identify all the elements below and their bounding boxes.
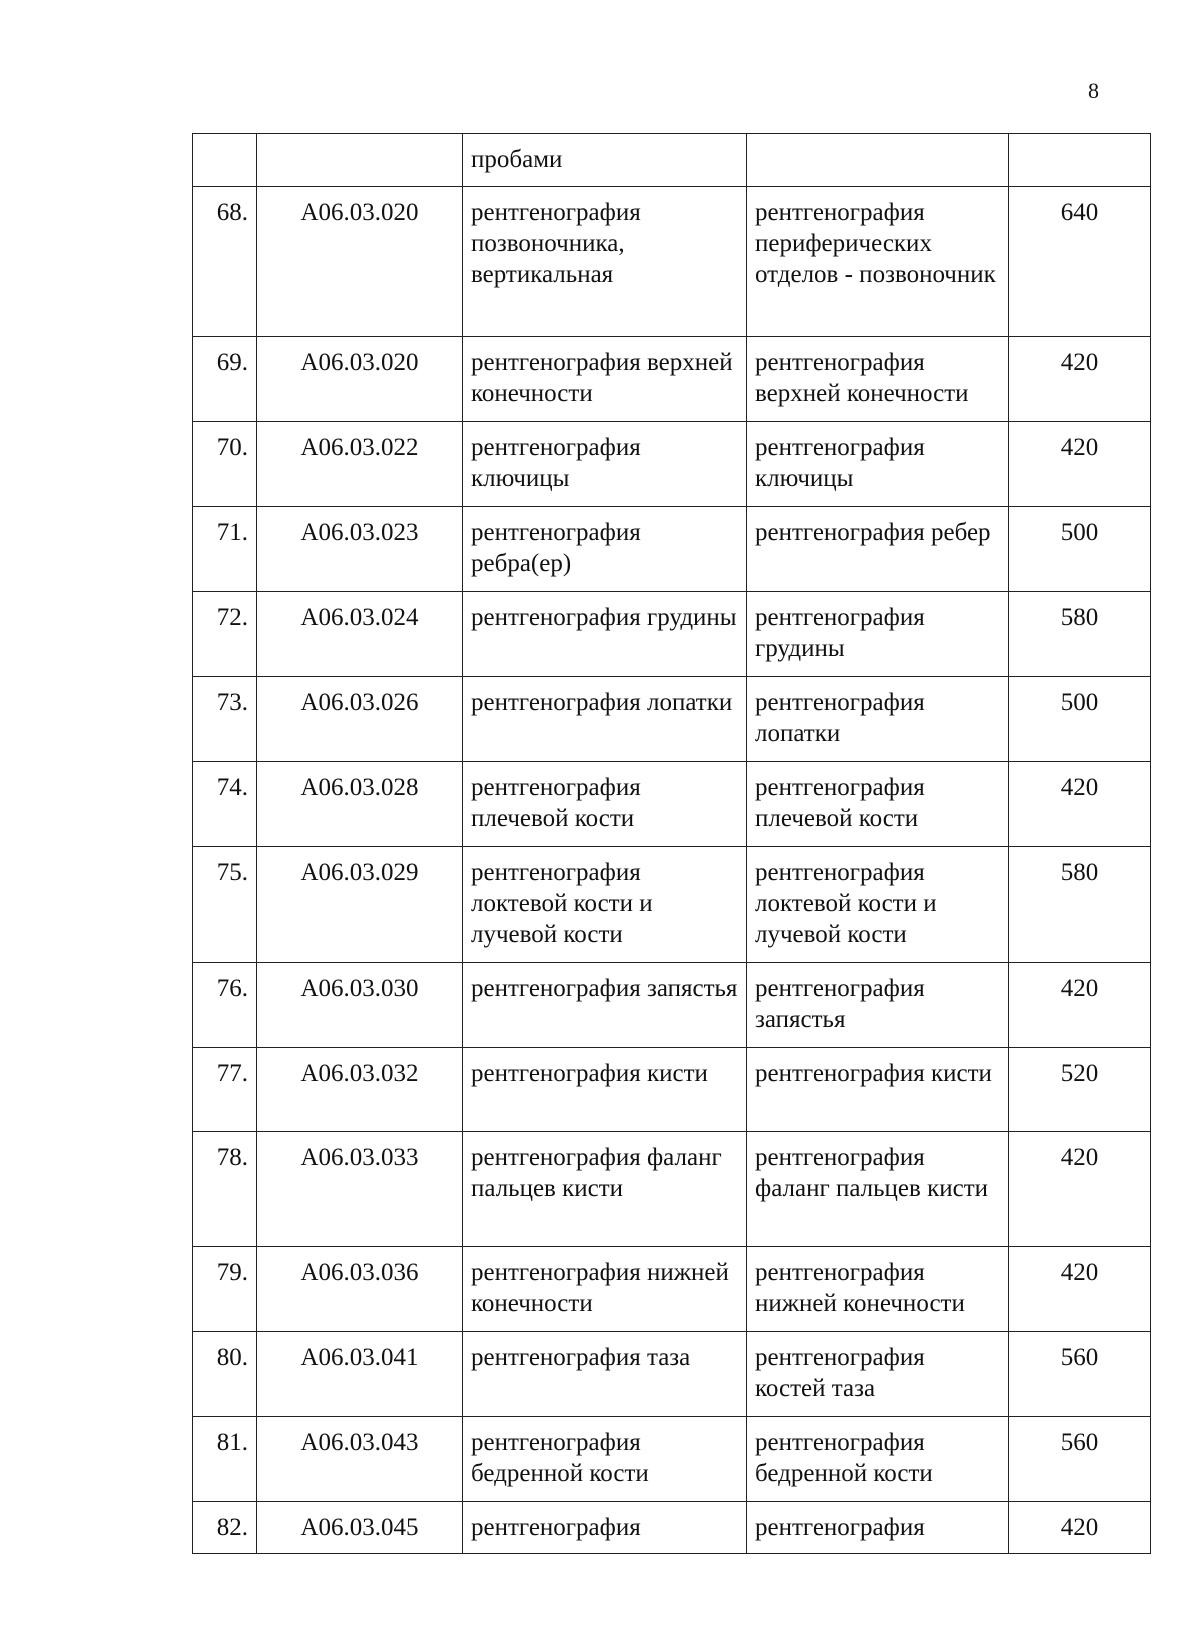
cell-code: А06.03.026 xyxy=(257,677,463,762)
cell-price: 560 xyxy=(1009,1332,1151,1417)
cell-service-name: рентгенография ребра(ер) xyxy=(463,507,747,592)
cell-reference-name: рентгенография ребер xyxy=(747,507,1009,592)
cell-service-name: рентгенография позвоночника, вертикальная xyxy=(463,187,747,337)
cell-code: А06.03.020 xyxy=(257,337,463,422)
cell-price: 520 xyxy=(1009,1048,1151,1132)
cell-number: 76. xyxy=(193,963,257,1048)
cell-price: 420 xyxy=(1009,963,1151,1048)
cell-price: 640 xyxy=(1009,187,1151,337)
cell-price: 500 xyxy=(1009,677,1151,762)
cell-code: А06.03.041 xyxy=(257,1332,463,1417)
cell-price: 420 xyxy=(1009,1247,1151,1332)
cell-number: 80. xyxy=(193,1332,257,1417)
cell-code: А06.03.043 xyxy=(257,1417,463,1502)
cell-number: 68. xyxy=(193,187,257,337)
table-row xyxy=(193,422,1151,507)
cell-code xyxy=(257,134,463,187)
cell-reference-name: рентгенография верхней конечности xyxy=(747,337,1009,422)
cell-service-name: рентгенография лопатки xyxy=(463,677,747,762)
cell-price: 580 xyxy=(1009,592,1151,677)
table-row xyxy=(193,847,1151,963)
cell-reference-name: рентгенография плечевой кости xyxy=(747,762,1009,847)
cell-price: 420 xyxy=(1009,1132,1151,1247)
cell-reference-name: рентгенография бедренной кости xyxy=(747,1417,1009,1502)
cell-code: А06.03.045 xyxy=(257,1502,463,1554)
cell-service-name: рентгенография грудины xyxy=(463,592,747,677)
cell-service-name: рентгенография верхней конечности xyxy=(463,337,747,422)
cell-code: А06.03.024 xyxy=(257,592,463,677)
table-row xyxy=(193,337,1151,422)
cell-service-name: рентгенография xyxy=(463,1502,747,1554)
table-row xyxy=(193,677,1151,762)
cell-number: 77. xyxy=(193,1048,257,1132)
cell-price: 580 xyxy=(1009,847,1151,963)
cell-reference-name: рентгенография xyxy=(747,1502,1009,1554)
table-row xyxy=(193,1048,1151,1132)
cell-code: А06.03.028 xyxy=(257,762,463,847)
cell-service-name: рентгенография бедренной кости xyxy=(463,1417,747,1502)
cell-reference-name: рентгенография грудины xyxy=(747,592,1009,677)
cell-code: А06.03.023 xyxy=(257,507,463,592)
cell-price: 420 xyxy=(1009,422,1151,507)
cell-number: 73. xyxy=(193,677,257,762)
cell-number xyxy=(193,134,257,187)
cell-service-name: рентгенография запястья xyxy=(463,963,747,1048)
cell-reference-name: рентгенография запястья xyxy=(747,963,1009,1048)
table-row xyxy=(193,1332,1151,1417)
cell-number: 79. xyxy=(193,1247,257,1332)
cell-reference-name xyxy=(747,134,1009,187)
cell-reference-name: рентгенография кисти xyxy=(747,1048,1009,1132)
cell-reference-name: рентгенография локтевой кости и лучевой кости xyxy=(747,847,1009,963)
cell-code: А06.03.032 xyxy=(257,1048,463,1132)
cell-number: 78. xyxy=(193,1132,257,1247)
cell-service-name: рентгенография локтевой кости и лучевой кости xyxy=(463,847,747,963)
cell-reference-name: рентгенография нижней конечности xyxy=(747,1247,1009,1332)
cell-price: 500 xyxy=(1009,507,1151,592)
cell-number: 74. xyxy=(193,762,257,847)
cell-code: А06.03.029 xyxy=(257,847,463,963)
cell-number: 72. xyxy=(193,592,257,677)
page-number: 8 xyxy=(1088,78,1099,103)
cell-service-name: пробами xyxy=(463,134,747,187)
cell-service-name: рентгенография фаланг пальцев кисти xyxy=(463,1132,747,1247)
cell-price: 420 xyxy=(1009,337,1151,422)
cell-reference-name: рентгенография фаланг пальцев кисти xyxy=(747,1132,1009,1247)
cell-number: 70. xyxy=(193,422,257,507)
cell-number: 71. xyxy=(193,507,257,592)
cell-code: А06.03.022 xyxy=(257,422,463,507)
cell-price: 560 xyxy=(1009,1417,1151,1502)
cell-reference-name: рентгенография периферических отделов - позвоночник xyxy=(747,187,1009,337)
cell-number: 75. xyxy=(193,847,257,963)
table-row xyxy=(193,963,1151,1048)
cell-number: 82. xyxy=(193,1502,257,1554)
cell-code: А06.03.020 xyxy=(257,187,463,337)
table-row-continuation xyxy=(193,134,1151,187)
table-row xyxy=(193,1502,1151,1554)
cell-service-name: рентгенография ключицы xyxy=(463,422,747,507)
cell-price: 420 xyxy=(1009,762,1151,847)
table-row xyxy=(193,762,1151,847)
table-row xyxy=(193,507,1151,592)
cell-service-name: рентгенография таза xyxy=(463,1332,747,1417)
cell-service-name: рентгенография плечевой кости xyxy=(463,762,747,847)
table-row xyxy=(193,1417,1151,1502)
table-row xyxy=(193,1132,1151,1247)
cell-service-name: рентгенография кисти xyxy=(463,1048,747,1132)
cell-number: 69. xyxy=(193,337,257,422)
cell-price: 420 xyxy=(1009,1502,1151,1554)
cell-number: 81. xyxy=(193,1417,257,1502)
cell-code: А06.03.030 xyxy=(257,963,463,1048)
table-row xyxy=(193,187,1151,337)
cell-price xyxy=(1009,134,1151,187)
table-row xyxy=(193,592,1151,677)
cell-code: А06.03.036 xyxy=(257,1247,463,1332)
table-row xyxy=(193,1247,1151,1332)
price-table xyxy=(192,133,1151,1554)
cell-service-name: рентгенография нижней конечности xyxy=(463,1247,747,1332)
cell-reference-name: рентгенография костей таза xyxy=(747,1332,1009,1417)
cell-reference-name: рентгенография лопатки xyxy=(747,677,1009,762)
cell-code: А06.03.033 xyxy=(257,1132,463,1247)
cell-reference-name: рентгенография ключицы xyxy=(747,422,1009,507)
